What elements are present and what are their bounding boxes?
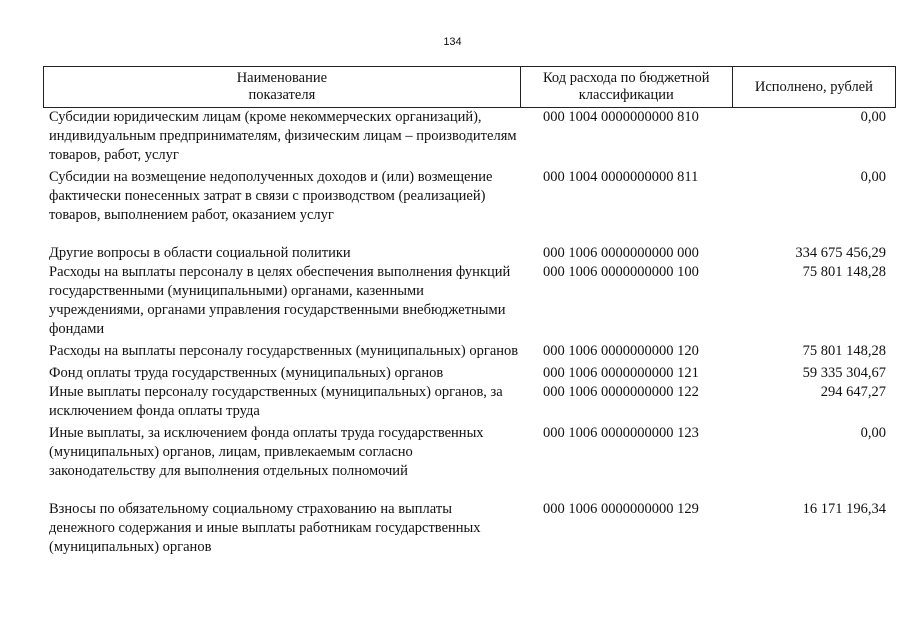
table-header-row bbox=[43, 66, 896, 108]
row-amount: 334 675 456,29 bbox=[795, 245, 886, 261]
row-name: Субсидии юридическим лицам (кроме некоммерческих организаций), индивидуальным предпринимателям, физическим лицам – производителям товаров, работ, услуг bbox=[49, 109, 517, 163]
row-code: 000 1006 0000000000 100 bbox=[543, 264, 699, 280]
table-row bbox=[43, 244, 896, 263]
row-name: Взносы по обязательному социальному страхованию на выплаты денежного содержания и иные выплаты работникам государственных (муниципальных) органов bbox=[49, 501, 481, 555]
row-name: Другие вопросы в области социальной политики bbox=[49, 245, 351, 261]
row-amount: 294 647,27 bbox=[820, 384, 886, 400]
row-name: Субсидии на возмещение недополученных доходов и (или) возмещение фактически понесенных затрат в связи с производством (реализацией) товаров, выполнением работ, оказанием услуг bbox=[49, 169, 493, 223]
row-name: Расходы на выплаты персоналу в целях обеспечения выполнения функций государственными (муниципальными) органами, казенными учреждениями, органами управления государственными внебюджетными фондами bbox=[49, 264, 511, 337]
table-row bbox=[43, 424, 896, 481]
row-code: 000 1006 0000000000 120 bbox=[543, 343, 699, 359]
header-name bbox=[43, 67, 520, 107]
row-amount: 75 801 148,28 bbox=[802, 343, 886, 359]
row-code: 000 1006 0000000000 000 bbox=[543, 245, 699, 261]
row-name: Расходы на выплаты персоналу государственных (муниципальных) органов bbox=[49, 343, 519, 359]
row-amount: 59 335 304,67 bbox=[802, 365, 886, 381]
row-amount: 75 801 148,28 bbox=[802, 264, 886, 280]
table-row bbox=[43, 342, 896, 361]
table-row bbox=[43, 108, 896, 165]
table-row bbox=[43, 500, 896, 557]
row-name: Иные выплаты, за исключением фонда оплаты труда государственных (муниципальных) органов, лицам, привлекаемым согласно законодательству для выполнения отдельных полномочий bbox=[49, 425, 484, 479]
row-code: 000 1006 0000000000 129 bbox=[543, 501, 699, 517]
row-code: 000 1006 0000000000 121 bbox=[543, 365, 699, 381]
table-row bbox=[43, 383, 896, 421]
row-code: 000 1004 0000000000 810 bbox=[543, 109, 699, 125]
table-row bbox=[43, 168, 896, 225]
row-name: Фонд оплаты труда государственных (муниципальных) органов bbox=[49, 365, 444, 381]
row-amount: 16 171 196,34 bbox=[802, 501, 886, 517]
header-code bbox=[520, 67, 732, 107]
row-amount: 0,00 bbox=[860, 425, 886, 441]
expenditure-table bbox=[43, 66, 896, 557]
header-amount-text: Исполнено, рублей bbox=[754, 78, 873, 95]
header-name-text: Наименование показателя bbox=[236, 70, 328, 103]
row-amount: 0,00 bbox=[860, 169, 886, 185]
page-number: 134 bbox=[443, 36, 462, 48]
row-code: 000 1006 0000000000 122 bbox=[543, 384, 699, 400]
table-row bbox=[43, 263, 896, 339]
row-code: 000 1004 0000000000 811 bbox=[543, 169, 699, 185]
row-code: 000 1006 0000000000 123 bbox=[543, 425, 699, 441]
row-amount: 0,00 bbox=[860, 109, 886, 125]
header-code-text: Код расхода по бюджетной классификации bbox=[542, 70, 710, 103]
table-row bbox=[43, 364, 896, 383]
row-name: Иные выплаты персоналу государственных (муниципальных) органов, за исключением фонда оплаты труда bbox=[49, 384, 503, 419]
header-amount bbox=[732, 67, 896, 107]
